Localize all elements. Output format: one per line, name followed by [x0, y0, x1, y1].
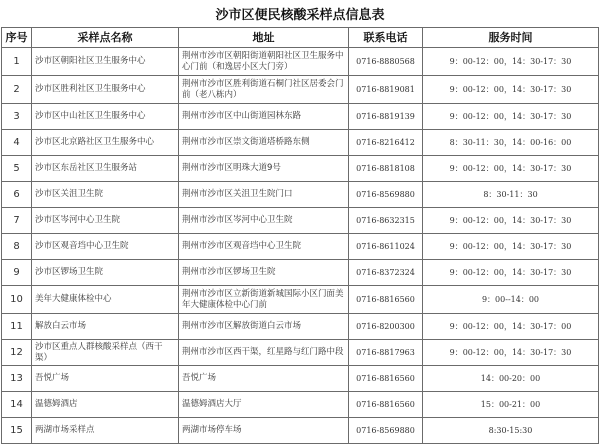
- cell-address: 两湖市场停车场: [179, 418, 349, 444]
- cell-address: 荆州市沙市区朝阳街道朝阳社区卫生服务中心门前（和逸居小区大门旁）: [179, 48, 349, 76]
- table-row: [2, 156, 599, 182]
- header-row: [2, 28, 599, 48]
- cell-name: 沙市区锣场卫生院: [32, 260, 179, 286]
- cell-no: 11: [2, 314, 32, 340]
- cell-address: 荆州市沙市区立新街道新城国际小区门面美年大健康体检中心门前: [179, 286, 349, 314]
- table-title: 沙市区便民核酸采样点信息表: [215, 8, 385, 23]
- cell-phone: 0716-8816560: [349, 392, 423, 418]
- table-row: [2, 208, 599, 234]
- table-row: [2, 418, 599, 444]
- cell-hours: 15：00-21：00: [423, 392, 599, 418]
- cell-hours: 9：00-12：00，14：30-17：30: [423, 340, 599, 366]
- cell-name: 温德姆酒店: [32, 392, 179, 418]
- cell-no: 2: [2, 76, 32, 104]
- cell-phone: 0716-8818108: [349, 156, 423, 182]
- cell-address: 荆州市沙市区锣场卫生院: [179, 260, 349, 286]
- table-row: [2, 76, 599, 104]
- cell-phone: 0716-8200300: [349, 314, 423, 340]
- cell-phone: 0716-8816560: [349, 366, 423, 392]
- cell-no: 15: [2, 418, 32, 444]
- cell-no: 7: [2, 208, 32, 234]
- table-row: [2, 182, 599, 208]
- cell-no: 13: [2, 366, 32, 392]
- cell-name: 沙市区北京路社区卫生服务中心: [32, 130, 179, 156]
- cell-hours: 9：00-12：00，14：30-17：30: [423, 104, 599, 130]
- cell-phone: 0716-8569880: [349, 418, 423, 444]
- cell-phone: 0716-8819081: [349, 76, 423, 104]
- cell-name: 沙市区东岳社区卫生服务站: [32, 156, 179, 182]
- table-row: [2, 234, 599, 260]
- cell-hours: 9：00-12：00，14：30-17：30: [423, 208, 599, 234]
- cell-name: 解放白云市场: [32, 314, 179, 340]
- cell-phone: 0716-8880568: [349, 48, 423, 76]
- cell-no: 10: [2, 286, 32, 314]
- table-row: [2, 340, 599, 366]
- cell-hours: 8：30-11：30，14：00-16：00: [423, 130, 599, 156]
- cell-address: 荆州市沙市区观音垱中心卫生院: [179, 234, 349, 260]
- cell-name: 沙市区中山社区卫生服务中心: [32, 104, 179, 130]
- table-row: [2, 260, 599, 286]
- cell-hours: 8:30-15:30: [423, 418, 599, 444]
- cell-no: 3: [2, 104, 32, 130]
- cell-address: 吾悦广场: [179, 366, 349, 392]
- cell-hours: 8：30-11：30: [423, 182, 599, 208]
- cell-address: 荆州市沙市区胜利街道石桐门社区居委会门前（老八栋内）: [179, 76, 349, 104]
- column-header-address: 地址: [179, 28, 349, 48]
- cell-phone: 0716-8569880: [349, 182, 423, 208]
- table-row: [2, 314, 599, 340]
- cell-hours: 9：00-12：00，14：30-17：30: [423, 76, 599, 104]
- cell-name: 沙市区关沮卫生院: [32, 182, 179, 208]
- cell-no: 14: [2, 392, 32, 418]
- column-header-no: 序号: [2, 28, 32, 48]
- column-header-phone: 联系电话: [349, 28, 423, 48]
- cell-name: 沙市区朝阳社区卫生服务中心: [32, 48, 179, 76]
- cell-name: 沙市区岑河中心卫生院: [32, 208, 179, 234]
- cell-name: 美年大健康体检中心: [32, 286, 179, 314]
- cell-no: 5: [2, 156, 32, 182]
- cell-address: 荆州市沙市区西干渠，红星路与红门路中段: [179, 340, 349, 366]
- table-row: [2, 104, 599, 130]
- cell-hours: 9：00-12：00，14：30-17：30: [423, 260, 599, 286]
- cell-address: 温德姆酒店大厅: [179, 392, 349, 418]
- cell-address: 荆州市沙市区中山街道园林东路: [179, 104, 349, 130]
- cell-address: 荆州市沙市区明珠大道9号: [179, 156, 349, 182]
- cell-phone: 0716-8611024: [349, 234, 423, 260]
- cell-address: 荆州市沙市区崇文街道塔桥路东侧: [179, 130, 349, 156]
- cell-hours: 9：00--14：00: [423, 286, 599, 314]
- cell-hours: 9：00-12：00，14：30-17：30: [423, 234, 599, 260]
- column-header-hours: 服务时间: [423, 28, 599, 48]
- table-row: [2, 130, 599, 156]
- cell-address: 荆州市沙市区关沮卫生院门口: [179, 182, 349, 208]
- cell-hours: 9：00-12：00，14：30-17：30: [423, 156, 599, 182]
- cell-address: 荆州市沙市区解放街道白云市场: [179, 314, 349, 340]
- cell-no: 4: [2, 130, 32, 156]
- cell-name: 两湖市场采样点: [32, 418, 179, 444]
- cell-no: 1: [2, 48, 32, 76]
- cell-phone: 0716-8817963: [349, 340, 423, 366]
- cell-hours: 14：00-20：00: [423, 366, 599, 392]
- cell-no: 8: [2, 234, 32, 260]
- cell-phone: 0716-8819139: [349, 104, 423, 130]
- cell-address: 荆州市沙市区岑河中心卫生院: [179, 208, 349, 234]
- sampling-sites-table: [1, 27, 599, 444]
- cell-phone: 0716-8632315: [349, 208, 423, 234]
- table-row: [2, 48, 599, 76]
- cell-phone: 0716-8816560: [349, 286, 423, 314]
- cell-no: 9: [2, 260, 32, 286]
- cell-name: 沙市区重点人群核酸采样点（西干渠）: [32, 340, 179, 366]
- cell-hours: 9：00-12：00，14：30-17：00: [423, 314, 599, 340]
- cell-name: 沙市区胜利社区卫生服务中心: [32, 76, 179, 104]
- cell-phone: 0716-8372324: [349, 260, 423, 286]
- table-row: [2, 366, 599, 392]
- cell-phone: 0716-8216412: [349, 130, 423, 156]
- cell-hours: 9：00-12：00，14：30-17：30: [423, 48, 599, 76]
- cell-no: 6: [2, 182, 32, 208]
- cell-name: 沙市区观音垱中心卫生院: [32, 234, 179, 260]
- cell-name: 吾悦广场: [32, 366, 179, 392]
- table-row: [2, 286, 599, 314]
- table-row: [2, 392, 599, 418]
- column-header-name: 采样点名称: [32, 28, 179, 48]
- cell-no: 12: [2, 340, 32, 366]
